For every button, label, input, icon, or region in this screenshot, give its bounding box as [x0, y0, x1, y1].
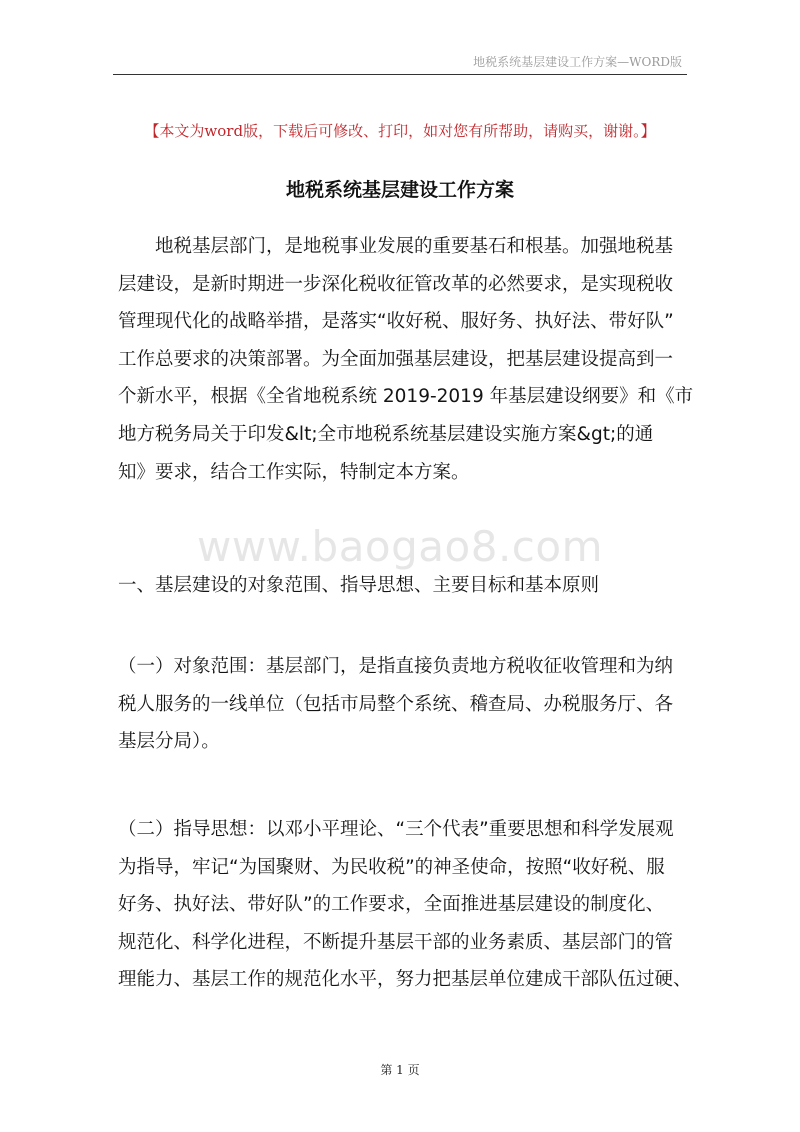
watermark: www.baogao8.com	[196, 522, 603, 571]
header-divider	[113, 74, 687, 75]
text-line: 知》要求，结合工作实际，特制定本方案。	[118, 461, 470, 483]
text-line: 地税基层部门，是地税事业发展的重要基石和根基。加强地税基	[155, 236, 674, 257]
intro-paragraph	[118, 228, 694, 491]
text-line: 工作总要求的决策部署。为全面加强基层建设，把基层建设提高到一	[118, 348, 674, 370]
document-title: 地税系统基层建设工作方案	[285, 179, 514, 201]
text-line: 理能力、基层工作的规范化水平，努力把基层单位建成干部队伍过硬、	[118, 969, 692, 991]
text-line: 为指导，牢记“为国聚财、为民收税”的神圣使命，按照“收好税、服	[118, 856, 665, 878]
text-line: 税人服务的一线单位（包括市局整个系统、稽查局、办税服务厅、各	[118, 693, 674, 715]
text-line: （一）对象范围：基层部门，是指直接负责地方税收征收管理和为纳	[118, 656, 674, 677]
page-number: 第 1 页	[380, 1063, 420, 1077]
text-line: 层建设，是新时期进一步深化税收征管改革的必然要求，是实现税收	[118, 273, 674, 295]
text-line: 一、基层建设的对象范围、指导思想、主要目标和基本原则	[118, 575, 600, 596]
running-header: 地税系统基层建设工作方案—WORD版	[473, 55, 682, 69]
text-line: 管理现代化的战略举措，是落实“收好税、服好务、执好法、带好队”	[118, 311, 674, 333]
text-line: 规范化、科学化进程，不断提升基层干部的业务素质、基层部门的管	[118, 931, 674, 953]
text-line: （二）指导思想：以邓小平理论、“三个代表”重要思想和科学发展观	[118, 819, 674, 840]
text-line: 基层分局）。	[118, 731, 220, 753]
guidance-paragraph	[118, 811, 692, 999]
section-heading	[118, 567, 684, 605]
download-notice: 【本文为word版，下载后可修改、打印，如对您有所帮助，请购买，谢谢。】	[144, 122, 656, 140]
text-line: 个新水平，根据《全省地税系统 2019-2019 年基层建设纲要》和《市	[118, 386, 694, 408]
text-line: 地方税务局关于印发&lt;全市地税系统基层建设实施方案&gt;的通	[118, 423, 654, 445]
text-line: 好务、执好法、带好队”的工作要求，全面推进基层建设的制度化、	[118, 894, 665, 916]
scope-paragraph	[118, 648, 684, 761]
